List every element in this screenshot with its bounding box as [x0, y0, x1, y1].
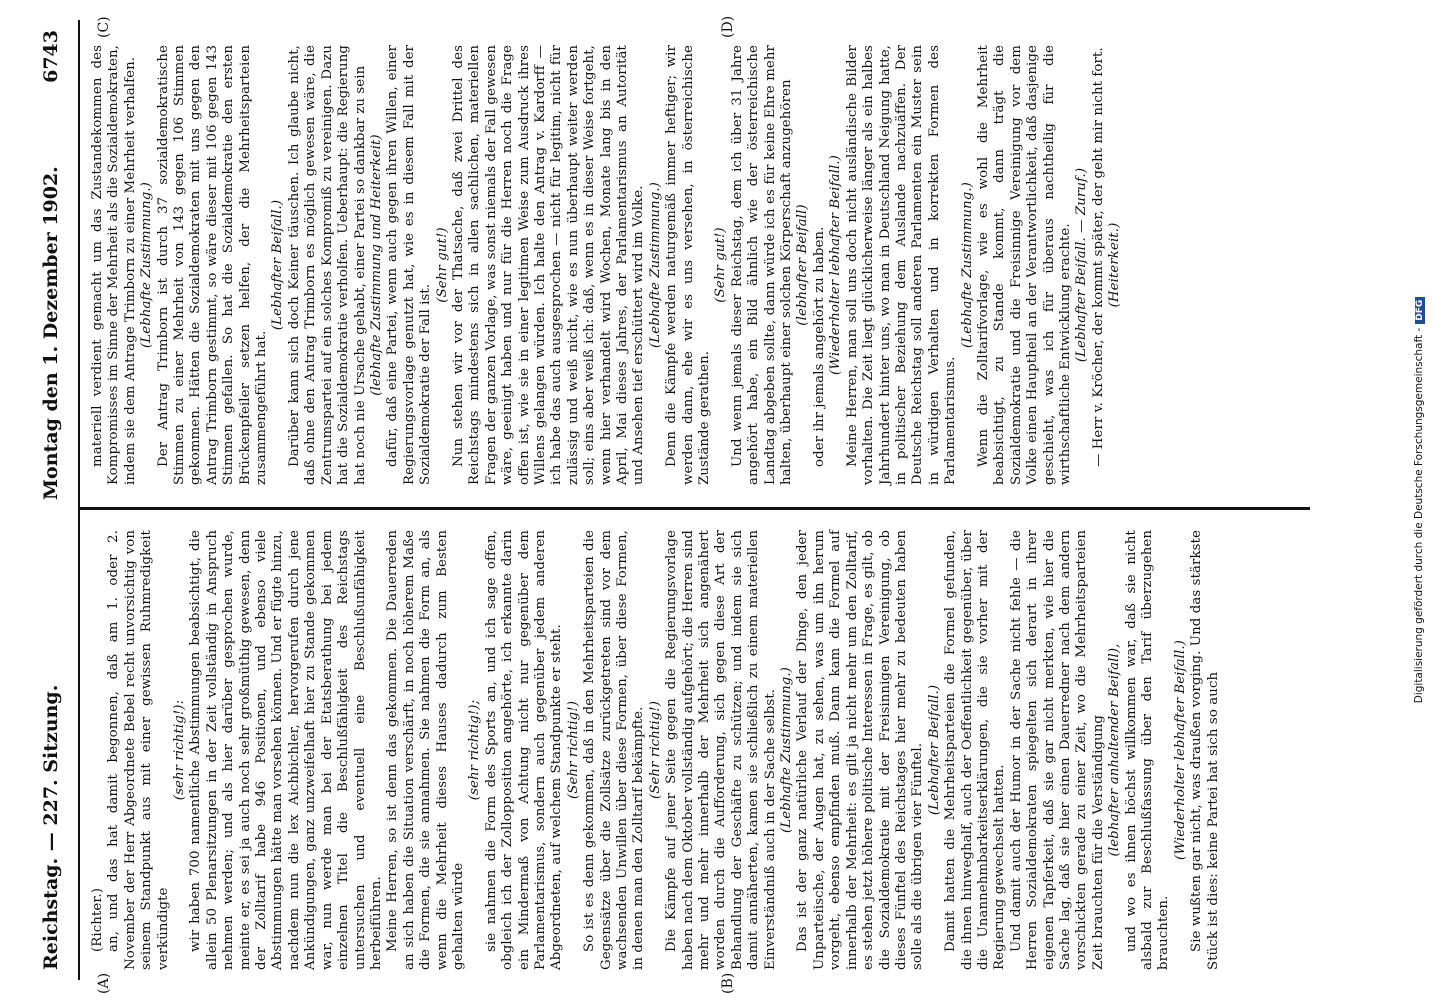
header-right: Montag den 1. Dezember 1902. [40, 166, 62, 500]
right-paragraph: Darüber kann sich doch Keiner täuschen. Ich glaube nicht, daß ohne den Antrag Trimborn es möglich gewesen wäre, die Zentrumspartei auf ein solches Kompromiß zu vereinigen. Dazu hat die Sozialdemokratie verholfen. Ueberhaupt: die Regierung hat noch nie Ursache gehabt, einer Partei so dankbar zu sein [286, 45, 368, 485]
header-left: Reichstag. — 227. Sitzung. [40, 684, 62, 970]
right-paragraph: Und wenn jemals dieser Reichstag, dem ich über 31 Jahre angehört habe, ein Bild ähnlich wie der österreichische Landtag abgeben sollte, dann würde ich es für keine Ehre mehr halten, überhaupt einer solchen Körperschaft anzugehören [729, 45, 795, 485]
margin-marker-b: (B) [720, 972, 736, 994]
right-paragraph: Meine Herren, man soll uns doch nicht ausländische Bilder vorhalten. Die Zeit liegt glücklicherweise länger als ein halbes Jahrhundert hinter uns, wo man in Deutschland Neigung hatte, in politischer Beziehung dem Auslande nachzuäffen. Der Deutsche Reichstag soll anderen Parlamenten ein Muster sein in würdigen Verhalten und in korrekten Formen des Parlamentarismus. [844, 45, 959, 485]
left-paragraph: Damit hatten die Mehrheitsparteien die Formel gefunden, die ihnen hinweghalf, auch der Oeffentlichkeit gegenüber, über die Unannehmbarkeitserklärungen, die sie vorher mit der Regierung gewechselt hatten. [943, 530, 1008, 970]
right-interjection: (Lebhafter Beifall.) [270, 199, 286, 331]
right-interjection: (Sehr gut!) [434, 227, 450, 303]
left-paragraph: Die Kämpfe auf jener Seite gegen die Regierungsvorlage haben nach dem Oktober vollständig aufgehört; die Herren sind mehr und mehr innerhalb der Mehrheit sich angenähert worden durch die Aufforderung, sich gegen diese Art der Behandlung der Geschäfte zu schützen; und indem sie sich damit annäherten, kamen sie schließlich zu einem materiellen Einverständniß auch in der Sache selbst. [664, 530, 778, 970]
column-divider [80, 507, 1310, 510]
left-paragraph: und wo es ihnen höchst willkommen war, daß sie nicht alsbald zur Beschlußfassung über den Tarif überzugehen brauchten. [1123, 530, 1172, 970]
margin-marker-c: (C) [96, 16, 112, 38]
right-interjection: (Lebhafte Zustimmung.) [647, 182, 663, 348]
header-rule [78, 20, 80, 980]
left-paragraph: Meine Herren, so ist denn das gekommen. Die Dauerreden an sich haben die Situation verschärft, in noch höherem Maße die Formen, die sie annahmen. Sie nahmen die Form an, als wenn die Mehrheit dieses Hauses dadurch zum Besten gehalten würde [385, 530, 466, 970]
left-paragraph: wir haben 700 namentliche Abstimmungen beabsichtigt, die allein 50 Plenarsitzungen in der Zeit vollständig in Anspruch nehmen werden; und als hier darüber gesprochen wurde, meinte er, es sei ja auch noch sehr großmüthig gewesen, denn der Zolltarif habe 946 Positionen, und ebenso viele Abstimmungen hätte man vorsehen können. Und er fügte hinzu, nachdem nun die lex Aichbichler, hervorgerufen durch jene Ankündigungen, ganz unzweifelhaft hier zu Stande gekommen war, nun werde man bei der Etatsberathung bei jedem einzelnen Titel die Beschlußfähigkeit des Reichstags untersuchen und eventuell eine Beschlußunfähigkeit herbeiführen. [188, 530, 384, 970]
margin-marker-d: (D) [720, 15, 736, 38]
left-paragraph: sie nahmen die Form des Sports an, und ich sage offen, obgleich ich der Zollopposition angehörte, ich erkannte darin ein Mindermaß von Achtung nicht nur gegenüber dem Parlamentarismus, sondern auch gegenüber jedem anderen Abgeordneten, auf welchem Standpunkte er steht. [483, 530, 565, 970]
digitization-credit [1404, 0, 1434, 1000]
right-interjection: (Lebhafte Zustimmung.) [139, 182, 155, 348]
right-paragraph: dafür, daß eine Partei, wenn auch gegen ihren Willen, einer Regierungsvorlage genutzt hat, wie es in diesem Fall mit der Sozialdemokratie der Fall ist. [385, 45, 434, 485]
left-interjection: (sehr richtig!); [467, 699, 483, 801]
right-paragraph: Denn die Kämpfe werden naturgemäß immer heftiger; wir werden dann, ehe wir es uns versehen, in österreichische Zustände gerathen. [664, 45, 713, 485]
left-interjection: (Lebhafter Beifall.) [926, 684, 942, 816]
left-paragraph: an, und das hat damit begonnen, daß am 1. oder 2. November der Herr Abgeordnete Bebel recht unvorsichtig von seinem Standpunkt aus mit einer gewissen Ruhmredigkeit verkündigte [106, 530, 171, 970]
right-interjection: (lebhafte Zustimmung und Heiterkeit) [368, 134, 384, 396]
left-paragraph: So ist es denn gekommen, daß in den Mehrheitsparteien die Gegensätze über die Zollsätze zurückgetreten sind vor dem wachsenden Unwillen über diese Formen, über diese Formen, in denen man den Zolltarif bekämpfte. [582, 530, 647, 970]
right-column [90, 45, 1123, 485]
left-paragraph: Das ist der ganz natürliche Verlauf der Dinge, den jeder Unparteiische, der Augen hat, zu sehen, was um ihn herum vorgeht, ebenso empfinden muß. Dann kam die Formel auf innerhalb der Mehrheit: es gilt ja nicht mehr um den Zolltarif, es stehen jetzt höhere politische Interessen in Frage, es gilt, ob die Sozialdemokratie mit der Freisinnigen Vereinigung, ob dieses Fünftel des Reichstages hier mehr zu bedeuten haben solle als die übrigen vier Fünftel. [795, 530, 926, 970]
left-interjection: (Sehr richtig!) [565, 700, 581, 800]
credit-text: Digitalisierung gefördert durch die Deutsche Forschungsgemeinschaft - [1413, 327, 1425, 704]
right-paragraph: Der Antrag Trimborn ist durch 37 sozialdemokratische Stimmen zu einer Mehrheit von 143 gegen 106 Stimmen gekommen. Hätten die Sozialdemokraten mit uns gegen den Antrag Trimborn gestimmt, so wäre dieser mit 106 gegen 143 Stimmen gefallen. So hat die Sozialdemokratie den ersten Brückenpfeiler setzen helfen, der die Mehrheitsparteien zusammengeführt hat. [155, 45, 270, 485]
left-paragraph: Sie wußten gar nicht, was draußen vorging. Und das stärkste Stück ist dies: keine Partei hat sich so auch [1189, 530, 1221, 970]
left-interjection: (sehr richtig!): [172, 699, 188, 801]
right-paragraph: materiell verdient gemacht um das Zustandekommen des Kompromisses im Sinne der Mehrheit als die Sozialdemokraten, indem sie dem Antrage Trimborn zu einer Mehrheit verhalfen. [90, 45, 138, 485]
dfg-logo: DFG [1415, 297, 1425, 324]
page-number: 6743 [40, 30, 62, 83]
right-paragraph: oder ihr jemals angehört zu haben. [811, 226, 827, 467]
left-paragraph: Und damit auch der Humor in der Sache nicht fehle — die Herren Sozialdemokraten spiegelten sich derart in ihrer eigenen Tapferkeit, daß sie gar nicht merkten, wie hier die Sache lag, daß sie hier einen Dauerredner nach dem andern vorschickten gerade zu einer Zeit, wo die Mehrheitsparteien Zeit brauchten für die Verständigung [1008, 530, 1106, 970]
right-interjection: (Lebhafter Beifall. — Zuruf.) [1074, 167, 1090, 363]
left-interjection: (Sehr richtig!) [647, 700, 663, 800]
left-column [90, 530, 1310, 970]
right-paragraph: Nun stehen wir vor der Thatsache, daß zwei Drittel des Reichstags mindestens sich in allen sachlichen, materiellen Fragen der ganzen Vorlage, was sonst niemals der Fall gewesen wäre, geeinigt haben und nur für die Herren noch die Frage offen ist, wie sie in einer legitimen Weise zum Ausdruck ihres Willens gelangen würden. Ich halte den Antrag v. Kardorff — ich habe das auch ausgesprochen — nicht für legitim, nicht für zulässig und weiß nicht, wie es nun überhaupt weiter werden soll; eins aber weiß ich: daß, wenn es in dieser Weise fortgeht, wenn hier verhandelt wird Wochen, Monate lang bis in den April, Mai dieses Jahres, der Parlamentarismus an Autorität und Ansehen tief erschüttert wird im Volke. [450, 45, 647, 485]
page-header [40, 30, 74, 970]
right-paragraph: — Herr v. Kröcher, der kommt später, der geht mir nicht fort. [1090, 47, 1106, 467]
left-interjection: (Lebhafte Zustimmung.) [779, 667, 795, 833]
left-interjection: (lebhafter anhaltender Beifall), [1107, 643, 1123, 857]
right-interjection: (Wiederholter lebhafter Beifall.) [828, 155, 844, 375]
left-paragraph: (Richter.) [90, 888, 105, 952]
right-interjection: (Lebhafte Zustimmung.) [959, 182, 975, 348]
right-interjection: (Heiterkeit.) [1107, 222, 1123, 308]
margin-marker-a: (A) [96, 972, 112, 994]
right-interjection: (lebhafter Beifall) [795, 204, 811, 326]
right-paragraph: Wenn die Zolltarifvorlage, wie es wohl die Mehrheit beabsichtigt, zu Stande kommt, dann trägt die Sozialdemokratie und die Freisinnige Vereinigung vor dem Volke einen Hauptheil an der Verantwortlichkeit, daß dasjenige geschieht, was ich für überaus nachtheilig für die wirthschaftliche Entwicklung erachte. [975, 45, 1073, 485]
right-interjection: (Sehr gut!) [713, 227, 729, 303]
left-interjection: (Wiederholter lebhafter Beifall.) [1172, 640, 1188, 860]
